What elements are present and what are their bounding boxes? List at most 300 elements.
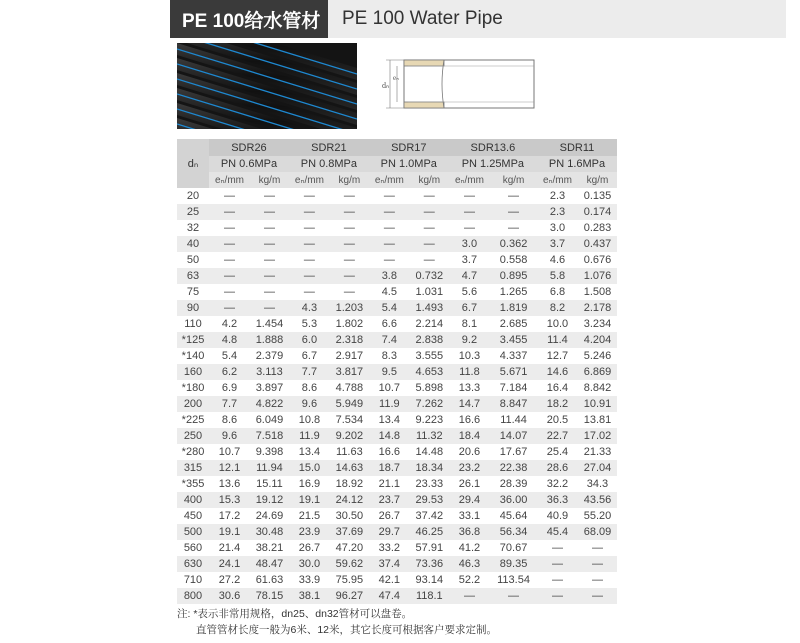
- weight-cell: 5.671: [490, 364, 537, 380]
- thickness-cell: 6.8: [549, 286, 566, 298]
- thickness-cell: —: [303, 190, 315, 202]
- weight-cell: —: [490, 204, 537, 220]
- note-line: 注: *表示非常用规格，dn25、dn32管材可以盘卷。: [177, 608, 413, 620]
- thickness-cell: —: [449, 588, 490, 604]
- table-row: [177, 540, 617, 556]
- weight-cell: —: [423, 190, 435, 202]
- weight-cell: 2.318: [330, 332, 369, 348]
- title-english: PE 100 Water Pipe: [328, 0, 786, 38]
- weight-cell: 0.437: [578, 236, 617, 252]
- thickness-cell: 9.6: [289, 396, 330, 412]
- thickness-cell: 5.4: [221, 350, 238, 362]
- dn-cell: *180: [181, 382, 205, 394]
- thickness-cell: —: [383, 222, 395, 234]
- table-row: [177, 284, 617, 300]
- weight-cell: 61.63: [255, 574, 284, 586]
- weight-cell: 11.94: [250, 460, 289, 476]
- weight-cell: 1.888: [250, 332, 289, 348]
- thickness-cell: 6.7: [449, 300, 490, 316]
- thickness-cell: —: [289, 268, 330, 284]
- thickness-cell: 26.7: [298, 542, 321, 554]
- thickness-cell: 26.7: [378, 510, 401, 522]
- weight-cell: 48.47: [250, 556, 289, 572]
- thickness-cell: 20.5: [546, 414, 569, 426]
- dn-cell: 500: [177, 524, 209, 540]
- weight-cell: 3.897: [255, 382, 284, 394]
- weight-cell: —: [508, 190, 520, 202]
- weight-cell: 2.178: [578, 300, 617, 316]
- thickness-cell: 36.8: [449, 524, 490, 540]
- table-row: [177, 252, 617, 268]
- weight-cell: 11.32: [410, 428, 449, 444]
- table-row: [177, 268, 617, 284]
- unit-thickness-header: eₙ/mm: [537, 172, 578, 188]
- weight-cell: 1.819: [490, 300, 537, 316]
- thickness-cell: 12.7: [546, 350, 569, 362]
- weight-cell: 14.63: [330, 460, 369, 476]
- weight-cell: —: [578, 588, 617, 604]
- weight-cell: 23.33: [415, 478, 444, 490]
- sdr-header: SDR26: [209, 139, 289, 156]
- unit-thickness-header: eₙ/mm: [369, 172, 410, 188]
- thickness-cell: 3.7: [461, 254, 478, 266]
- specification-table: [177, 139, 617, 604]
- weight-cell: 1.493: [410, 300, 449, 316]
- weight-cell: 3.113: [250, 364, 289, 380]
- weight-cell: 6.869: [578, 364, 617, 380]
- dn-cell: 75: [186, 286, 200, 298]
- table-row: [177, 204, 617, 220]
- thickness-cell: 5.8: [537, 268, 578, 284]
- weight-cell: —: [250, 268, 289, 284]
- thickness-cell: 30.0: [289, 556, 330, 572]
- thickness-cell: 11.9: [289, 428, 330, 444]
- table-row: [177, 572, 617, 588]
- thickness-cell: 21.5: [298, 510, 321, 522]
- thickness-cell: 13.4: [298, 446, 321, 458]
- weight-cell: —: [343, 190, 355, 202]
- dn-cell: 630: [177, 556, 209, 572]
- weight-cell: —: [263, 190, 275, 202]
- thickness-cell: 10.0: [546, 318, 569, 330]
- thickness-cell: 23.7: [369, 492, 410, 508]
- table-row: [177, 460, 617, 476]
- weight-cell: 0.732: [410, 268, 449, 284]
- thickness-cell: 4.8: [209, 332, 250, 348]
- sdr-header: SDR17: [369, 139, 449, 156]
- thickness-cell: 2.3: [549, 190, 566, 202]
- weight-cell: 17.02: [578, 428, 617, 444]
- weight-cell: 3.817: [330, 364, 369, 380]
- dn-cell: 250: [177, 428, 209, 444]
- thickness-cell: 4.2: [221, 318, 238, 330]
- weight-cell: 28.39: [499, 478, 528, 490]
- table-row: [177, 444, 617, 460]
- weight-cell: 29.53: [410, 492, 449, 508]
- table-row: [177, 428, 617, 444]
- weight-cell: 4.653: [410, 364, 449, 380]
- table-row: [177, 396, 617, 412]
- thickness-cell: —: [209, 300, 250, 316]
- weight-cell: 18.34: [410, 460, 449, 476]
- dn-cell: 25: [177, 204, 209, 220]
- weight-cell: 18.92: [335, 478, 364, 490]
- thickness-cell: 4.7: [449, 268, 490, 284]
- weight-cell: 17.67: [499, 446, 528, 458]
- thickness-cell: —: [289, 204, 330, 220]
- table-body: [177, 188, 617, 604]
- thickness-cell: 21.1: [378, 478, 401, 490]
- weight-cell: 30.50: [335, 510, 364, 522]
- thickness-cell: 45.4: [537, 524, 578, 540]
- thickness-cell: —: [209, 204, 250, 220]
- weight-cell: —: [250, 300, 289, 316]
- thickness-cell: 30.6: [209, 588, 250, 604]
- table-row: [177, 332, 617, 348]
- dn-cell: *125: [177, 332, 209, 348]
- weight-cell: 47.20: [335, 542, 364, 554]
- thickness-cell: 3.0: [549, 222, 566, 234]
- title-bar: [170, 0, 786, 38]
- weight-cell: 30.48: [250, 524, 289, 540]
- unit-thickness-header: eₙ/mm: [449, 172, 490, 188]
- sdr-header: SDR11: [537, 139, 617, 156]
- weight-cell: —: [578, 556, 617, 572]
- weight-cell: —: [343, 286, 355, 298]
- weight-cell: 4.822: [250, 396, 289, 412]
- pn-header: PN 1.0MPa: [369, 156, 449, 172]
- thickness-cell: 42.1: [378, 574, 401, 586]
- weight-cell: 6.049: [255, 414, 284, 426]
- thickness-cell: 6.2: [209, 364, 250, 380]
- weight-cell: —: [423, 222, 435, 234]
- thickness-cell: 18.7: [369, 460, 410, 476]
- unit-weight-header: kg/m: [330, 172, 369, 188]
- weight-cell: 7.262: [410, 396, 449, 412]
- thickness-cell: —: [463, 222, 475, 234]
- table-row: [177, 364, 617, 380]
- dn-cell: 315: [177, 460, 209, 476]
- thickness-cell: —: [209, 236, 250, 252]
- thickness-cell: 27.2: [218, 574, 241, 586]
- table-row: [177, 220, 617, 236]
- table-row: [177, 188, 617, 204]
- thickness-cell: 37.4: [369, 556, 410, 572]
- thickness-cell: —: [289, 236, 330, 252]
- weight-cell: 7.534: [335, 414, 364, 426]
- weight-cell: 96.27: [330, 588, 369, 604]
- thickness-cell: —: [383, 254, 395, 266]
- thickness-cell: 32.2: [546, 478, 569, 490]
- weight-cell: 9.202: [330, 428, 369, 444]
- weight-cell: 2.379: [255, 350, 284, 362]
- thickness-cell: 5.3: [301, 318, 318, 330]
- diagram-label-dn: dₙ: [382, 81, 390, 90]
- weight-cell: 4.337: [499, 350, 528, 362]
- weight-cell: 89.35: [490, 556, 537, 572]
- thickness-cell: 8.1: [461, 318, 478, 330]
- thickness-cell: 3.7: [537, 236, 578, 252]
- weight-cell: 1.265: [499, 286, 528, 298]
- weight-cell: 45.64: [499, 510, 528, 522]
- thickness-cell: 13.3: [458, 382, 481, 394]
- weight-cell: 0.676: [583, 254, 612, 266]
- weight-cell: —: [250, 204, 289, 220]
- dn-cell: 90: [177, 300, 209, 316]
- weight-cell: 36.00: [490, 492, 537, 508]
- unit-weight-header: kg/m: [250, 172, 289, 188]
- thickness-cell: 6.0: [289, 332, 330, 348]
- weight-cell: 68.09: [578, 524, 617, 540]
- weight-cell: 24.12: [330, 492, 369, 508]
- dn-cell: *355: [181, 478, 205, 490]
- thickness-cell: 7.4: [369, 332, 410, 348]
- weight-cell: 43.56: [578, 492, 617, 508]
- thickness-cell: 24.1: [209, 556, 250, 572]
- weight-cell: 7.184: [499, 382, 528, 394]
- thickness-cell: 38.1: [289, 588, 330, 604]
- weight-cell: 1.508: [583, 286, 612, 298]
- thickness-cell: —: [463, 190, 475, 202]
- thickness-cell: —: [551, 574, 563, 586]
- weight-cell: 9.398: [255, 446, 284, 458]
- thickness-cell: 29.4: [449, 492, 490, 508]
- thickness-cell: 9.2: [449, 332, 490, 348]
- weight-cell: 1.076: [578, 268, 617, 284]
- unit-thickness-header: eₙ/mm: [209, 172, 250, 188]
- sdr-header: SDR13.6: [449, 139, 537, 156]
- thickness-cell: 15.3: [209, 492, 250, 508]
- thickness-cell: —: [303, 222, 315, 234]
- thickness-cell: 28.6: [537, 460, 578, 476]
- dn-cell: 20: [186, 190, 200, 202]
- weight-cell: 10.91: [578, 396, 617, 412]
- diagram-label-en: eₙ: [393, 74, 399, 82]
- weight-cell: 2.917: [335, 350, 364, 362]
- thickness-cell: 9.6: [209, 428, 250, 444]
- weight-cell: 13.81: [583, 414, 612, 426]
- weight-cell: —: [591, 542, 603, 554]
- weight-cell: 3.455: [490, 332, 537, 348]
- thickness-cell: 2.3: [537, 204, 578, 220]
- weight-cell: 5.246: [583, 350, 612, 362]
- weight-cell: —: [263, 222, 275, 234]
- weight-cell: 15.11: [256, 478, 283, 490]
- thickness-cell: 11.9: [369, 396, 410, 412]
- thickness-cell: 47.4: [369, 588, 410, 604]
- thickness-cell: 5.4: [369, 300, 410, 316]
- thickness-cell: 14.7: [449, 396, 490, 412]
- pn-header: PN 0.6MPa: [209, 156, 289, 172]
- dn-cell: 40: [177, 236, 209, 252]
- thickness-cell: —: [223, 222, 235, 234]
- weight-cell: —: [423, 254, 435, 266]
- table-row: [177, 476, 617, 492]
- thickness-cell: 7.7: [209, 396, 250, 412]
- weight-cell: 4.788: [335, 382, 364, 394]
- weight-cell: 7.518: [250, 428, 289, 444]
- thickness-cell: 10.8: [298, 414, 321, 426]
- weight-cell: —: [343, 222, 355, 234]
- weight-cell: 1.031: [415, 286, 444, 298]
- thickness-cell: 40.9: [546, 510, 569, 522]
- dn-cell: 560: [183, 542, 203, 554]
- weight-cell: 2.214: [415, 318, 444, 330]
- pn-header-row: [177, 156, 617, 172]
- thickness-cell: 8.3: [381, 350, 397, 362]
- weight-cell: 1.802: [335, 318, 364, 330]
- thickness-cell: —: [223, 286, 235, 298]
- thickness-cell: 18.4: [449, 428, 490, 444]
- weight-cell: 1.454: [255, 318, 284, 330]
- unit-thickness-header: eₙ/mm: [289, 172, 330, 188]
- unit-weight-header: kg/m: [410, 172, 449, 188]
- thickness-cell: 7.7: [289, 364, 330, 380]
- thickness-cell: 16.9: [298, 478, 321, 490]
- weight-cell: 55.20: [583, 510, 612, 522]
- sdr-header-row: [177, 139, 617, 156]
- thickness-cell: —: [369, 204, 410, 220]
- pipe-photo: [177, 43, 357, 129]
- thickness-cell: 8.2: [537, 300, 578, 316]
- thickness-cell: 16.4: [546, 382, 569, 394]
- thickness-cell: 13.6: [218, 478, 241, 490]
- thickness-cell: 4.6: [549, 254, 566, 266]
- thickness-cell: 18.2: [537, 396, 578, 412]
- thickness-cell: —: [537, 588, 578, 604]
- weight-cell: 9.223: [415, 414, 444, 426]
- weight-cell: 3.234: [583, 318, 612, 330]
- unit-weight-header: kg/m: [490, 172, 537, 188]
- thickness-cell: 26.1: [458, 478, 481, 490]
- thickness-cell: 13.4: [378, 414, 401, 426]
- weight-cell: 0.362: [490, 236, 537, 252]
- table-row: [177, 236, 617, 252]
- weight-cell: 14.48: [415, 446, 444, 458]
- weight-cell: 34.3: [586, 478, 609, 490]
- weight-cell: 27.04: [578, 460, 617, 476]
- table-row: [177, 492, 617, 508]
- weight-cell: —: [330, 268, 369, 284]
- weight-cell: 24.69: [255, 510, 284, 522]
- weight-cell: 22.38: [490, 460, 537, 476]
- weight-cell: 19.12: [250, 492, 289, 508]
- thickness-cell: 15.0: [289, 460, 330, 476]
- thickness-cell: —: [223, 190, 235, 202]
- thickness-cell: 4.3: [289, 300, 330, 316]
- dn-cell: *280: [181, 446, 205, 458]
- thickness-cell: 5.6: [461, 286, 478, 298]
- dn-cell: *225: [181, 414, 205, 426]
- thickness-cell: 3.8: [369, 268, 410, 284]
- weight-cell: 37.42: [415, 510, 444, 522]
- thickness-cell: 46.3: [449, 556, 490, 572]
- table-row: [177, 556, 617, 572]
- weight-cell: 46.25: [410, 524, 449, 540]
- dn-cell: 400: [177, 492, 209, 508]
- weight-cell: 70.67: [499, 542, 528, 554]
- thickness-cell: —: [383, 190, 395, 202]
- thickness-cell: 11.8: [449, 364, 490, 380]
- pn-header: PN 1.25MPa: [449, 156, 537, 172]
- weight-cell: 2.685: [499, 318, 528, 330]
- dn-cell: *140: [181, 350, 205, 362]
- thickness-cell: 19.1: [209, 524, 250, 540]
- dn-cell: 800: [177, 588, 209, 604]
- thickness-cell: 29.7: [369, 524, 410, 540]
- thickness-cell: 33.2: [378, 542, 401, 554]
- thickness-cell: 36.3: [537, 492, 578, 508]
- table-row: [177, 412, 617, 428]
- thickness-cell: 14.8: [369, 428, 410, 444]
- weight-cell: —: [263, 254, 275, 266]
- weight-cell: 5.949: [330, 396, 369, 412]
- thickness-cell: 17.2: [218, 510, 241, 522]
- title-chinese: PE 100给水管材: [170, 0, 328, 38]
- weight-cell: 1.203: [330, 300, 369, 316]
- dn-cell: 710: [183, 574, 203, 586]
- thickness-cell: 16.6: [378, 446, 401, 458]
- weight-cell: 11.63: [336, 446, 363, 458]
- weight-cell: 11.44: [500, 414, 527, 426]
- weight-cell: 78.15: [250, 588, 289, 604]
- weight-cell: 8.847: [490, 396, 537, 412]
- pn-header: PN 0.8MPa: [289, 156, 369, 172]
- thickness-cell: 6.6: [381, 318, 397, 330]
- weight-cell: 8.842: [583, 382, 612, 394]
- weight-cell: 75.95: [335, 574, 364, 586]
- dn-header: dₙ: [177, 139, 209, 188]
- thickness-cell: 8.6: [301, 382, 318, 394]
- dn-cell: 200: [177, 396, 209, 412]
- thickness-cell: —: [449, 204, 490, 220]
- weight-cell: 0.283: [583, 222, 612, 234]
- thickness-cell: 10.7: [218, 446, 241, 458]
- thickness-cell: 14.6: [537, 364, 578, 380]
- thickness-cell: 16.6: [458, 414, 481, 426]
- table-row: [177, 348, 617, 364]
- thickness-cell: —: [303, 286, 315, 298]
- thickness-cell: —: [223, 254, 235, 266]
- notes: [177, 606, 497, 638]
- weight-cell: 59.62: [330, 556, 369, 572]
- weight-cell: —: [250, 236, 289, 252]
- pn-header: PN 1.6MPa: [537, 156, 617, 172]
- thickness-cell: 6.7: [301, 350, 318, 362]
- pipe-cross-section-diagram: [380, 50, 540, 120]
- weight-cell: 57.91: [415, 542, 444, 554]
- thickness-cell: 23.2: [449, 460, 490, 476]
- thickness-cell: 41.2: [458, 542, 481, 554]
- thickness-cell: 22.7: [537, 428, 578, 444]
- weight-cell: —: [410, 236, 449, 252]
- thickness-cell: 6.9: [221, 382, 238, 394]
- table-row: [177, 588, 617, 604]
- thickness-cell: 8.6: [221, 414, 238, 426]
- weight-cell: 4.204: [578, 332, 617, 348]
- dn-cell: 110: [184, 318, 202, 330]
- weight-cell: 0.135: [583, 190, 612, 202]
- weight-cell: —: [508, 222, 520, 234]
- weight-cell: 73.36: [410, 556, 449, 572]
- weight-cell: 0.895: [490, 268, 537, 284]
- thickness-cell: 3.0: [449, 236, 490, 252]
- dn-cell: 160: [177, 364, 209, 380]
- weight-cell: 38.21: [255, 542, 284, 554]
- weight-cell: —: [490, 588, 537, 604]
- weight-cell: —: [410, 204, 449, 220]
- thickness-cell: —: [369, 236, 410, 252]
